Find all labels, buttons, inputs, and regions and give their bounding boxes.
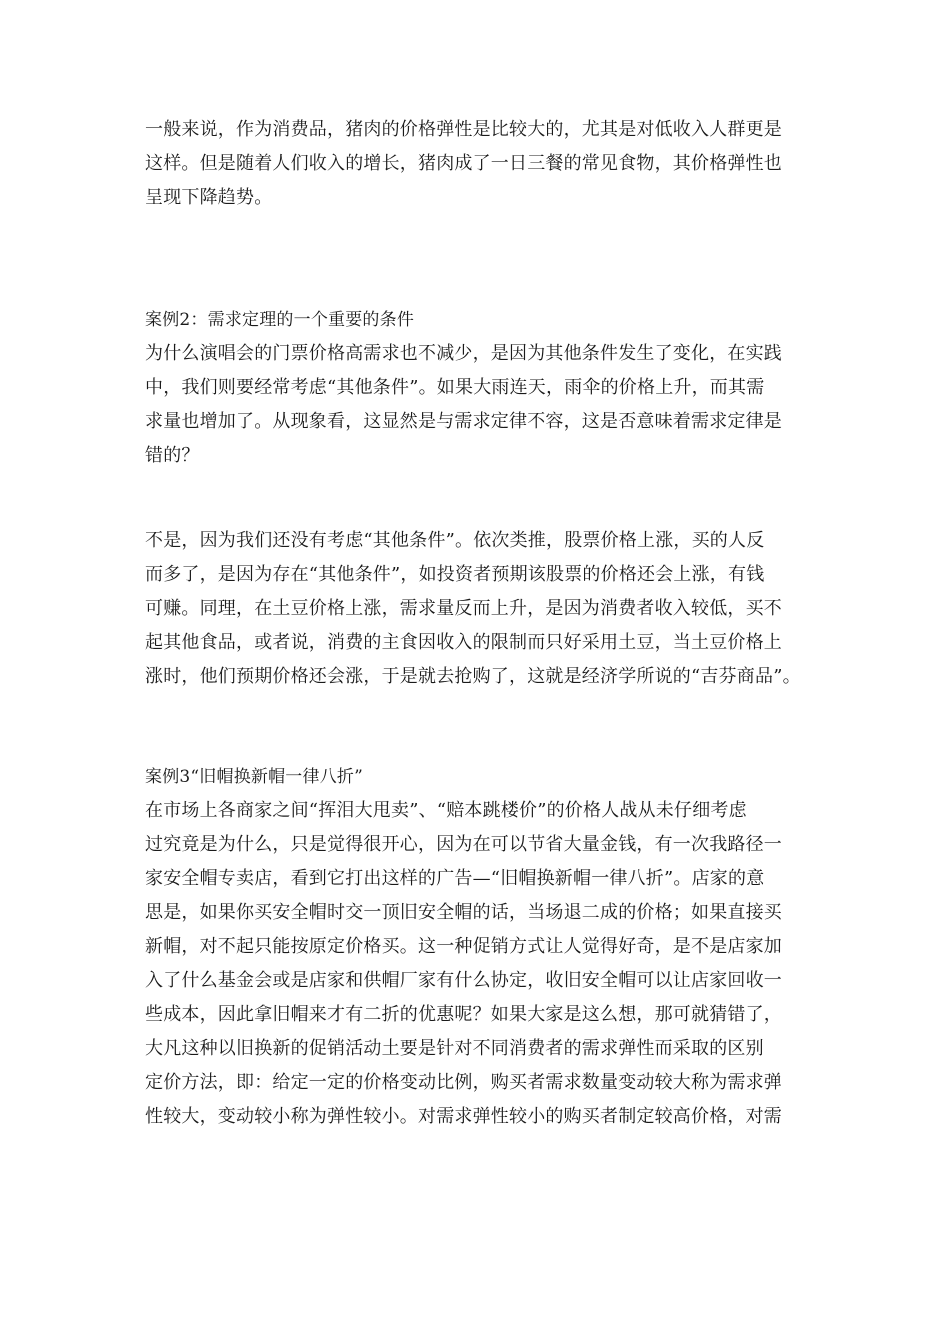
text-line: 可赚。同理，在土豆价格上涨，需求量反而上升，是因为消费者收入较低，买不 [145, 598, 782, 619]
case-2-heading: 案例2：需求定理的一个重要的条件 [145, 310, 415, 330]
text-line: 这样。但是随着人们收入的增长，猪肉成了一日三餐的常见食物，其价格弹性也 [145, 153, 782, 174]
paragraph-case-2 [145, 337, 815, 473]
text-line: 不是，因为我们还没有考虑“其他条件”。依次类推，股票价格上涨，买的人反 [145, 530, 765, 551]
text-line: 错的？ [145, 445, 200, 466]
case-3-heading-block [145, 760, 815, 794]
text-line: 入了什么基金会或是店家和供帽厂家有什么协定，收旧安全帽可以让店家回收一 [145, 970, 782, 991]
text-line: 涨时，他们预期价格还会涨，于是就去抢购了，这就是经济学所说的“吉芬商品”。 [145, 666, 801, 687]
case-2-heading-block [145, 303, 815, 337]
text-line: 过究竟是为什么，只是觉得很开心，因为在可以节省大量金钱，有一次我路径一 [145, 834, 782, 855]
paragraph-other-conditions [145, 524, 815, 694]
text-line: 新帽，对不起只能按原定价格买。这一种促销方式让人觉得好奇，是不是店家加 [145, 936, 782, 957]
text-line: 求量也增加了。从现象看，这显然是与需求定律不容，这是否意味着需求定律是 [145, 411, 782, 432]
text-line: 而多了，是因为存在“其他条件”，如投资者预期该股票的价格还会上涨，有钱 [145, 564, 765, 585]
text-line: 些成本，因此拿旧帽来才有二折的优惠呢？如果大家是这么想，那可就猜错了， [145, 1004, 782, 1025]
paragraph-case-3 [145, 794, 815, 1134]
text-line: 一般来说，作为消费品，猪肉的价格弹性是比较大的，尤其是对低收入人群更是 [145, 119, 782, 140]
case-3-heading: 案例3“旧帽换新帽一律八折” [145, 767, 363, 787]
paragraph-pork-elasticity [145, 113, 815, 215]
text-line: 大凡这种以旧换新的促销活动土要是针对不同消费者的需求弹性而采取的区别 [145, 1038, 764, 1059]
text-line: 为什么演唱会的门票价格高需求也不减少，是因为其他条件发生了变化，在实践 [145, 343, 782, 364]
text-line: 家安全帽专卖店，看到它打出这样的广告—“旧帽换新帽一律八折”。店家的意 [145, 868, 765, 889]
text-line: 起其他食品，或者说，消费的主食因收入的限制而只好采用土豆，当土豆价格上 [145, 632, 782, 653]
text-line: 定价方法，即：给定一定的价格变动比例，购买者需求数量变动较大称为需求弹 [145, 1072, 782, 1093]
text-line: 呈现下降趋势。 [145, 187, 273, 208]
text-line: 中，我们则要经常考虑“其他条件”。如果大雨连天，雨伞的价格上升，而其需 [145, 377, 765, 398]
text-line: 思是，如果你买安全帽时交一顶旧安全帽的话，当场退二成的价格；如果直接买 [145, 902, 782, 923]
text-line: 在市场上各商家之间“挥泪大甩卖”、“赔本跳楼价”的价格人战从未仔细考虑 [145, 800, 747, 821]
text-line: 性较大，变动较小称为弹性较小。对需求弹性较小的购买者制定较高价格，对需 [145, 1106, 782, 1127]
